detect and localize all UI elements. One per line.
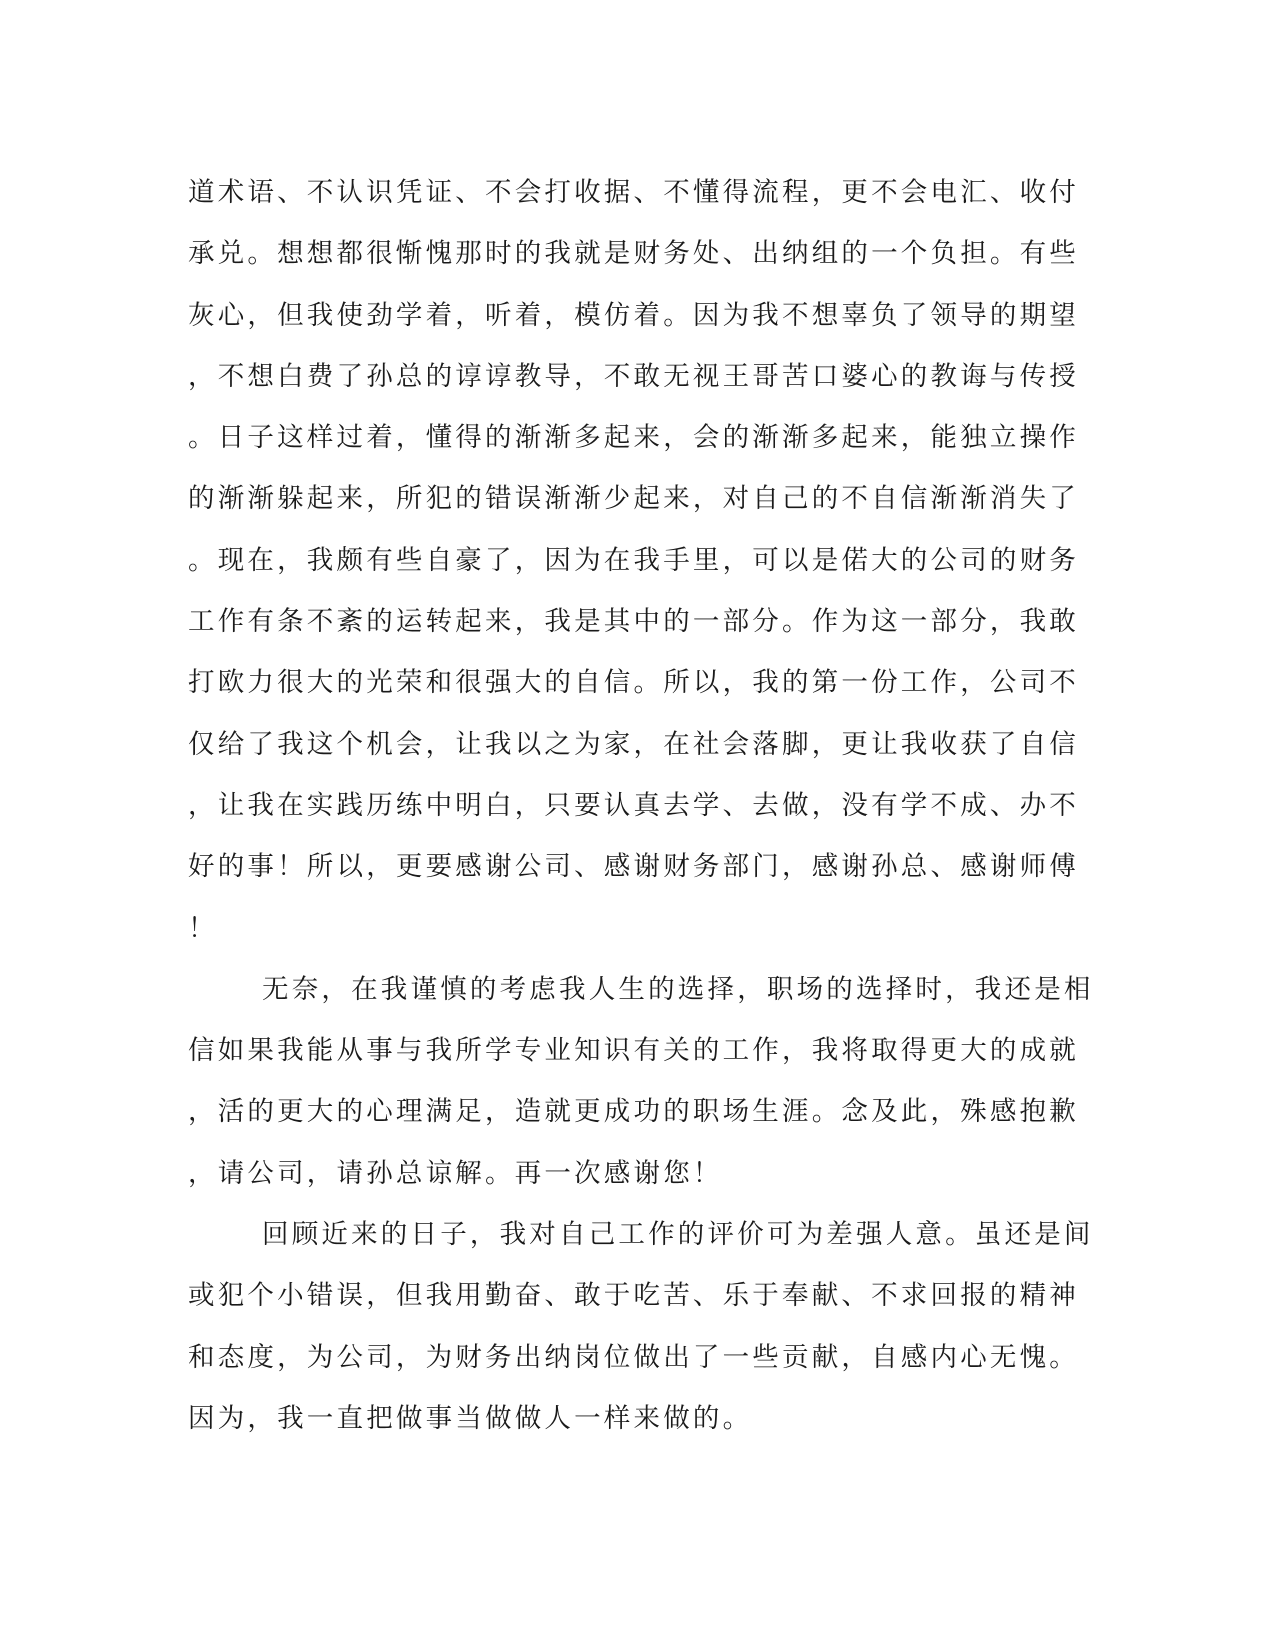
text-line: ，活的更大的心理满足，造就更成功的职场生涯。念及此，殊感抱歉 <box>188 1096 1079 1128</box>
text-line: 道术语、不认识凭证、不会打收据、不懂得流程，更不会电汇、收付 <box>188 177 1079 208</box>
body-text <box>188 162 1094 1449</box>
text-line: 的渐渐躲起来，所犯的错误渐渐少起来，对自己的不自信渐渐消失了 <box>188 483 1079 515</box>
text-line: 承兑。想想都很惭愧那时的我就是财务处、出纳组的一个负担。有些 <box>188 238 1079 270</box>
text-line: 。现在，我颇有些自豪了，因为在我手里，可以是偌大的公司的财务 <box>188 544 1079 576</box>
text-line: ！ <box>188 912 218 944</box>
text-line: 好的事！所以，更要感谢公司、感谢财务部门，感谢孙总、感谢师傅 <box>188 851 1079 883</box>
text-line: 信如果我能从事与我所学专业知识有关的工作，我将取得更大的成就 <box>188 1035 1079 1067</box>
text-line: ，不想白费了孙总的谆谆教导，不敢无视王哥苦口婆心的教诲与传授 <box>188 360 1079 392</box>
text-line: 打欧力很大的光荣和很强大的自信。所以，我的第一份工作，公司不 <box>188 667 1079 699</box>
paragraph-first-line: 回顾近来的日子，我对自己工作的评价可为差强人意。虽还是间 <box>262 1219 1094 1251</box>
text-line: 仅给了我这个机会，让我以之为家，在社会落脚，更让我收获了自信 <box>188 728 1079 760</box>
text-line: ，请公司，请孙总谅解。再一次感谢您！ <box>188 1157 723 1189</box>
text-line: 和态度，为公司，为财务出纳岗位做出了一些贡献，自感内心无愧。 <box>188 1341 1079 1373</box>
text-line: 工作有条不紊的运转起来，我是其中的一部分。作为这一部分，我敢 <box>188 606 1079 638</box>
text-line: 或犯个小错误，但我用勤奋、敢于吃苦、乐于奉献、不求回报的精神 <box>188 1280 1079 1312</box>
text-line: ，让我在实践历练中明白，只要认真去学、去做，没有学不成、办不 <box>188 789 1079 821</box>
text-line: 因为，我一直把做事当做做人一样来做的。 <box>188 1402 753 1434</box>
paragraph-first-line: 无奈，在我谨慎的考虑我人生的选择，职场的选择时，我还是相 <box>262 973 1094 1005</box>
text-line: 灰心，但我使劲学着，听着，模仿着。因为我不想辜负了领导的期望 <box>188 299 1079 331</box>
text-line: 。日子这样过着，懂得的渐渐多起来，会的渐渐多起来，能独立操作 <box>188 422 1079 454</box>
